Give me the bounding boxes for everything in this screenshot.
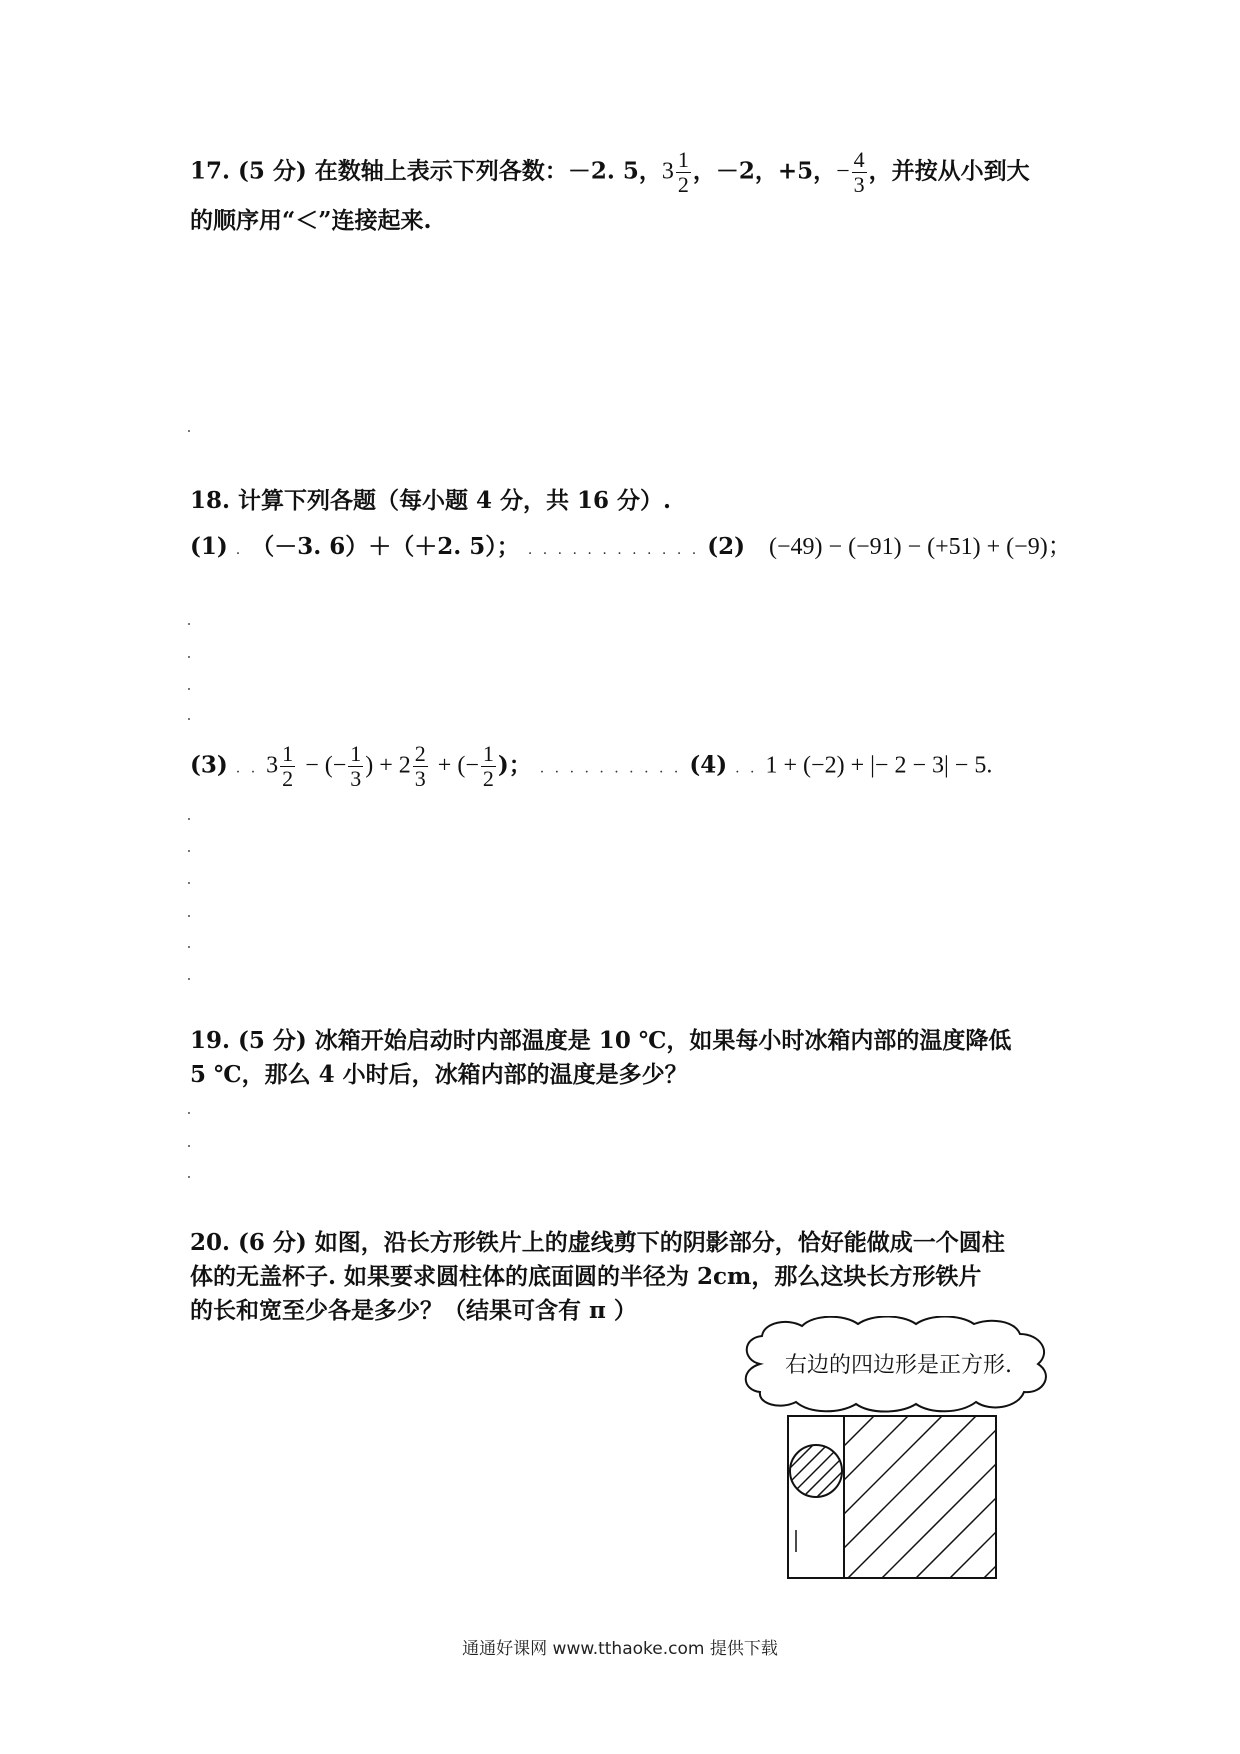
q18-title: 18. 计算下列各题（每小题 4 分，共 16 分）.	[190, 487, 672, 514]
q20-line2: 体的无盖杯子. 如果要求圆柱体的底面圆的半径为 2cm，那么这块长方形铁片	[190, 1263, 982, 1290]
dot-mark	[188, 915, 190, 917]
q18-p3-a-whole: 3	[266, 752, 279, 779]
q18-p3-frac-a: $\frac{1}{2}$	[282, 741, 294, 791]
dot-mark	[188, 850, 190, 852]
q18-p3-op2: ) + 2	[365, 752, 411, 779]
q18-row2	[190, 742, 992, 791]
q18-p3-op3: + (−	[437, 752, 479, 779]
circle-hatching	[752, 1436, 878, 1506]
q18-p1-label: (1)	[190, 533, 228, 560]
q18-p3-frac-b: $\frac{1}{3}$	[350, 741, 362, 791]
q17-mixed-frac: $\frac{1}{2}$	[677, 147, 689, 197]
dots: . .	[735, 760, 758, 777]
q18-p2-label: (2)	[707, 533, 745, 560]
q19-line1: 19. (5 分) 冰箱开始启动时内部温度是 10 ℃，如果每小时冰箱内部的温度降低	[190, 1027, 1012, 1054]
dot-mark	[188, 718, 190, 720]
q18-p3-frac-d: $\frac{1}{2}$	[482, 741, 494, 791]
q17-neg-sign: −	[836, 158, 850, 185]
dot-mark	[188, 946, 190, 948]
dot-mark	[188, 656, 190, 658]
q17-frac: $\frac{4}{3}$	[853, 147, 865, 197]
q18-p3-frac-c: $\frac{2}{3}$	[414, 741, 426, 791]
dots: . . . . . . . . . .	[539, 760, 682, 777]
q18-p4-expr: 1 + (−2) + |− 2 − 3| − 5.	[765, 752, 993, 779]
dot-mark	[188, 1145, 190, 1147]
dot-mark	[188, 978, 190, 980]
dot-mark	[188, 818, 190, 820]
q17-prefix: 17. (5 分) 在数轴上表示下列各数：	[190, 157, 568, 185]
q18-p3-op1: − (−	[305, 752, 347, 779]
q17-mixed-whole: 3	[661, 158, 674, 185]
dot-mark	[188, 882, 190, 884]
q18-p2-expr: (−49) − (−91) − (+51) + (−9)；	[769, 534, 1072, 560]
q18-p1-expr: （－3. 6）＋（＋2. 5）；	[251, 533, 520, 560]
q17-line1	[190, 148, 1030, 197]
q17-line2: 的顺序用“＜”连接起来.	[190, 207, 432, 234]
dot-mark	[188, 1112, 190, 1114]
dots: . . . . . . . . . . . .	[527, 542, 700, 558]
q17-n1: －2. 5，	[567, 157, 662, 185]
q18-p3-label: (3)	[190, 751, 228, 779]
q18-row1	[190, 526, 1072, 561]
cloud-text: 右边的四边形是正方形.	[785, 1353, 1012, 1378]
footer-source: 通通好课网 www.tthaoke.com 提供下载	[462, 1639, 778, 1659]
dots: .	[235, 542, 244, 558]
q18-p3-end: )；	[497, 751, 532, 779]
q17-suffix: ，并按从小到大	[868, 157, 1030, 185]
q20-line3: 的长和宽至少各是多少？（结果可含有 π ）	[190, 1297, 637, 1324]
dot-mark	[188, 1176, 190, 1178]
q20-line1: 20. (6 分) 如图，沿长方形铁片上的虚线剪下的阴影部分，恰好能做成一个圆柱	[190, 1229, 1005, 1256]
q18-p4-label: (4)	[689, 751, 728, 779]
dot-mark	[188, 688, 190, 690]
dots: . .	[235, 760, 259, 777]
q20-figure	[740, 1316, 1070, 1616]
q17-n3: ，－2，+5，	[692, 157, 837, 185]
q19-line2: 5 ℃，那么 4 小时后，冰箱内部的温度是多少？	[190, 1061, 688, 1088]
dot-mark	[188, 430, 190, 432]
dot-mark	[188, 623, 190, 625]
square-hatching	[844, 1416, 1030, 1600]
